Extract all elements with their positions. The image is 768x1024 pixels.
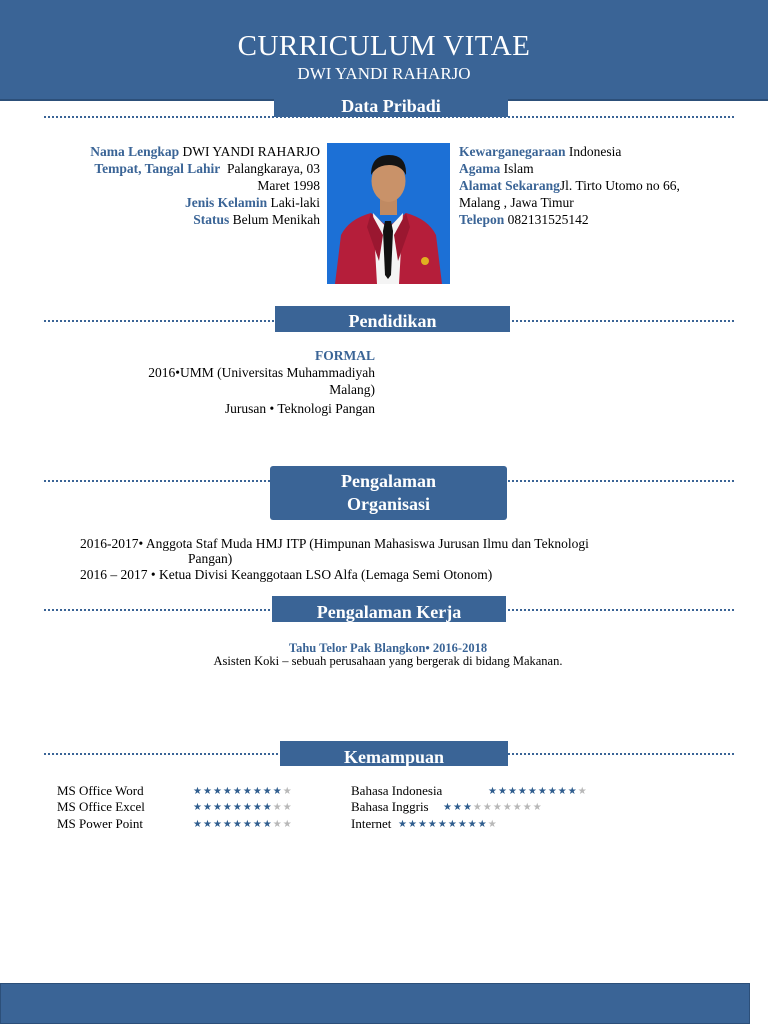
- header-banner: [0, 0, 768, 101]
- status-label: Status: [193, 212, 230, 227]
- skill-rating-excel: [193, 799, 293, 816]
- footer-banner: [0, 983, 750, 1024]
- star-filled-icon: ★: [427, 819, 438, 830]
- star-filled-icon: ★: [212, 802, 223, 813]
- alamat-row: [459, 177, 759, 194]
- star-filled-icon: ★: [437, 819, 448, 830]
- star-filled-icon: ★: [272, 786, 283, 797]
- ttl-row: [40, 160, 320, 177]
- star-filled-icon: ★: [488, 786, 498, 797]
- nama-value: DWI YANDI RAHARJO: [182, 144, 320, 159]
- skill-name-word: MS Office Word: [57, 783, 144, 798]
- star-filled-icon: ★: [527, 786, 538, 797]
- star-empty-icon: ★: [522, 802, 533, 813]
- star-filled-icon: ★: [262, 786, 273, 797]
- section-data-pribadi: Data Pribadi: [274, 96, 508, 117]
- kerja-heading: Tahu Telor Pak Blangkon• 2016-2018: [288, 641, 488, 655]
- skill-rating-inggris: [443, 799, 543, 816]
- star-filled-icon: ★: [398, 819, 408, 830]
- section-organisasi: [270, 466, 507, 520]
- star-filled-icon: ★: [443, 802, 453, 813]
- star-filled-icon: ★: [407, 819, 418, 830]
- status-value: Belum Menikah: [232, 212, 320, 227]
- star-empty-icon: ★: [482, 802, 493, 813]
- star-empty-icon: ★: [272, 819, 283, 830]
- jk-label: Jenis Kelamin: [185, 195, 268, 210]
- star-filled-icon: ★: [462, 802, 473, 813]
- person-portrait-icon: [327, 143, 450, 284]
- star-filled-icon: ★: [547, 786, 558, 797]
- skill-name-indonesia: Bahasa Indonesia: [351, 783, 443, 798]
- nama-row: [40, 143, 320, 160]
- skill-name-inggris: Bahasa Inggris: [351, 799, 429, 814]
- star-filled-icon: ★: [467, 819, 478, 830]
- star-filled-icon: ★: [252, 802, 263, 813]
- nama-label: Nama Lengkap: [90, 144, 180, 159]
- section-pendidikan: Pendidikan: [275, 306, 510, 332]
- star-filled-icon: ★: [193, 802, 203, 813]
- pendidikan-line-2: Malang): [329, 382, 375, 397]
- organisasi-item-2: 2016 – 2017 • Ketua Divisi Keanggotaan LSO Alfa (Lemaga Semi Otonom): [80, 567, 493, 582]
- agama-value: Islam: [503, 161, 534, 176]
- skill-rating-internet: [398, 816, 498, 833]
- star-empty-icon: ★: [577, 786, 588, 797]
- organisasi-item-1: 2016-2017• Anggota Staf Muda HMJ ITP (Himpunan Mahasiswa Jurusan Ilmu dan Teknologi: [80, 536, 589, 551]
- section-kemampuan: Kemampuan: [280, 741, 508, 766]
- star-empty-icon: ★: [282, 802, 293, 813]
- star-filled-icon: ★: [567, 786, 578, 797]
- pendidikan-line-1: 2016•UMM (Universitas Muhammadiyah: [148, 365, 375, 380]
- section-organisasi-line-1: Pengalaman: [340, 471, 436, 491]
- star-filled-icon: ★: [232, 819, 243, 830]
- warga-row: [459, 143, 749, 160]
- ttl-value: Palangkaraya, 03: [227, 161, 320, 176]
- skill-rating-word: [193, 783, 293, 800]
- jk-row: [40, 194, 320, 211]
- star-filled-icon: ★: [252, 819, 263, 830]
- status-row: [40, 211, 320, 228]
- star-filled-icon: ★: [202, 802, 213, 813]
- star-filled-icon: ★: [242, 786, 253, 797]
- skill-name-excel: MS Office Excel: [57, 799, 145, 814]
- star-filled-icon: ★: [212, 819, 223, 830]
- star-filled-icon: ★: [193, 819, 203, 830]
- star-filled-icon: ★: [262, 802, 273, 813]
- star-filled-icon: ★: [417, 819, 428, 830]
- telepon-label: Telepon: [459, 212, 505, 227]
- star-empty-icon: ★: [487, 819, 498, 830]
- star-empty-icon: ★: [532, 802, 543, 813]
- agama-label: Agama: [459, 161, 501, 176]
- skill-rating-powerpoint: [193, 816, 293, 833]
- star-filled-icon: ★: [507, 786, 518, 797]
- star-empty-icon: ★: [502, 802, 513, 813]
- section-kerja: Pengalaman Kerja: [272, 596, 506, 622]
- telepon-value: 082131525142: [507, 212, 589, 227]
- star-filled-icon: ★: [557, 786, 568, 797]
- star-filled-icon: ★: [537, 786, 548, 797]
- star-filled-icon: ★: [202, 819, 213, 830]
- ttl-value-2: Maret 1998: [257, 178, 320, 193]
- warga-label: Kewarganegaraan: [459, 144, 566, 159]
- warga-value: Indonesia: [568, 144, 622, 159]
- star-filled-icon: ★: [212, 786, 223, 797]
- pendidikan-line-3: Jurusan • Teknologi Pangan: [224, 401, 375, 416]
- star-filled-icon: ★: [222, 802, 233, 813]
- star-filled-icon: ★: [252, 786, 263, 797]
- pendidikan-heading: FORMAL: [315, 348, 375, 363]
- telepon-row: [459, 211, 749, 228]
- star-filled-icon: ★: [447, 819, 458, 830]
- star-filled-icon: ★: [262, 819, 273, 830]
- star-filled-icon: ★: [202, 786, 213, 797]
- star-filled-icon: ★: [242, 802, 253, 813]
- star-filled-icon: ★: [517, 786, 528, 797]
- profile-photo: [327, 143, 450, 284]
- star-empty-icon: ★: [282, 819, 293, 830]
- star-filled-icon: ★: [232, 802, 243, 813]
- organisasi-item-1-cont: Pangan): [188, 551, 233, 566]
- star-filled-icon: ★: [452, 802, 463, 813]
- skill-name-powerpoint: MS Power Point: [57, 816, 143, 831]
- section-organisasi-line-2: Organisasi: [346, 494, 430, 514]
- star-empty-icon: ★: [272, 802, 283, 813]
- alamat-value-2: Malang , Jawa Timur: [459, 195, 574, 210]
- star-filled-icon: ★: [242, 819, 253, 830]
- alamat-label: Alamat Sekarang: [459, 178, 560, 193]
- star-filled-icon: ★: [232, 786, 243, 797]
- star-empty-icon: ★: [472, 802, 483, 813]
- agama-row: [459, 160, 749, 177]
- star-empty-icon: ★: [282, 786, 293, 797]
- star-filled-icon: ★: [222, 786, 233, 797]
- star-empty-icon: ★: [492, 802, 503, 813]
- skill-name-internet: Internet: [351, 816, 392, 831]
- star-filled-icon: ★: [193, 786, 203, 797]
- ttl-label: Tempat, Tangal Lahir: [94, 161, 221, 176]
- alamat-value: Jl. Tirto Utomo no 66,: [559, 178, 680, 193]
- star-filled-icon: ★: [477, 819, 488, 830]
- star-filled-icon: ★: [222, 819, 233, 830]
- kerja-desc: Asisten Koki – sebuah perusahaan yang bergerak di bidang Makanan.: [213, 654, 563, 668]
- skill-rating-indonesia: [488, 783, 588, 800]
- star-filled-icon: ★: [497, 786, 508, 797]
- jk-value: Laki-laki: [270, 195, 320, 210]
- cv-name: DWI YANDI RAHARJO: [297, 64, 471, 83]
- cv-title: CURRICULUM VITAE: [237, 30, 531, 62]
- star-filled-icon: ★: [457, 819, 468, 830]
- star-empty-icon: ★: [512, 802, 523, 813]
